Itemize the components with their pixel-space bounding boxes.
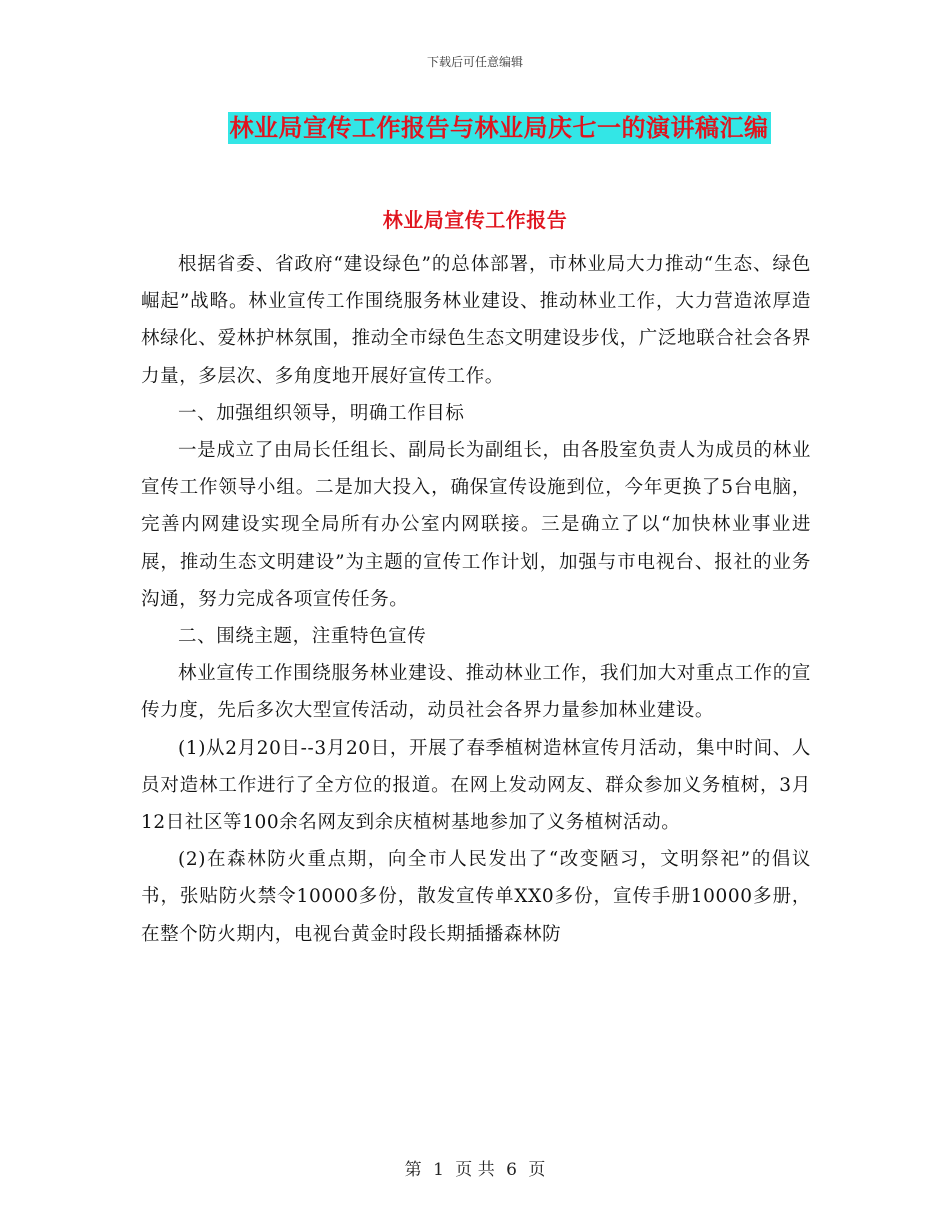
paragraph-theme: 林业宣传工作围绕服务林业建设、推动林业工作，我们加大对重点工作的宣传力度，先后多次大型宣传活动，动员社会各界力量参加林业建设。 xyxy=(141,663,811,722)
paragraph-item-1: (1)从2月20日--3月20日，开展了春季植树造林宣传月活动，集中时间、人员对造林工作进行了全方位的报道。在网上发动网友、群众参加义务植树，3月12日社区等100余名网友到余庆植树基地参加了义务植树活动。 xyxy=(141,737,811,834)
page-footer xyxy=(0,1155,950,1180)
footer-prefix: 第 xyxy=(404,1160,422,1180)
main-title: 林业局宣传工作报告与林业局庆七一的演讲稿汇编 xyxy=(229,114,769,142)
paragraph-organization: 一是成立了由局长任组长、副局长为副组长，由各股室负责人为成员的林业宣传工作领导小组。二是加大投入，确保宣传设施到位，今年更换了5台电脑，完善内网建设实现全局所有办公室内网联接。三是确立了以“加快林业事业进展，推动生态文明建设”为主题的宣传工作计划，加强与市电视台、报社的业务沟通，努力完成各项宣传任务。 xyxy=(141,440,811,610)
footer-middle: 页 共 xyxy=(455,1160,495,1180)
header-note: 下载后可任意编辑 xyxy=(426,55,523,69)
paragraph-intro: 根据省委、省政府“建设绿色”的总体部署，市林业局大力推动“生态、绿色崛起”战略。林业宣传工作围绕服务林业建设、推动林业工作，大力营造浓厚造林绿化、爱林护林氛围，推动全市绿色生态文明建设步伐，广泛地联合社会各界力量，多层次、多角度地开展好宣传工作。 xyxy=(141,254,811,387)
page-number: 1 xyxy=(433,1160,444,1180)
section-title: 林业局宣传工作报告 xyxy=(382,208,568,232)
page-total: 6 xyxy=(506,1160,517,1180)
paragraph-item-2: (2)在森林防火重点期，向全市人民发出了“改变陋习，文明祭祀”的倡议书，张贴防火禁令10000多份，散发宣传单XX0多份，宣传手册10000多册，在整个防火期内，电视台黄金时段长期插播森林防 xyxy=(141,849,811,945)
main-title-wrap xyxy=(0,112,950,144)
footer-suffix: 页 xyxy=(528,1160,546,1180)
document-body xyxy=(141,246,811,953)
heading-two: 二、围绕主题，注重特色宣传 xyxy=(178,626,427,648)
heading-one: 一、加强组织领导，明确工作目标 xyxy=(178,402,465,424)
